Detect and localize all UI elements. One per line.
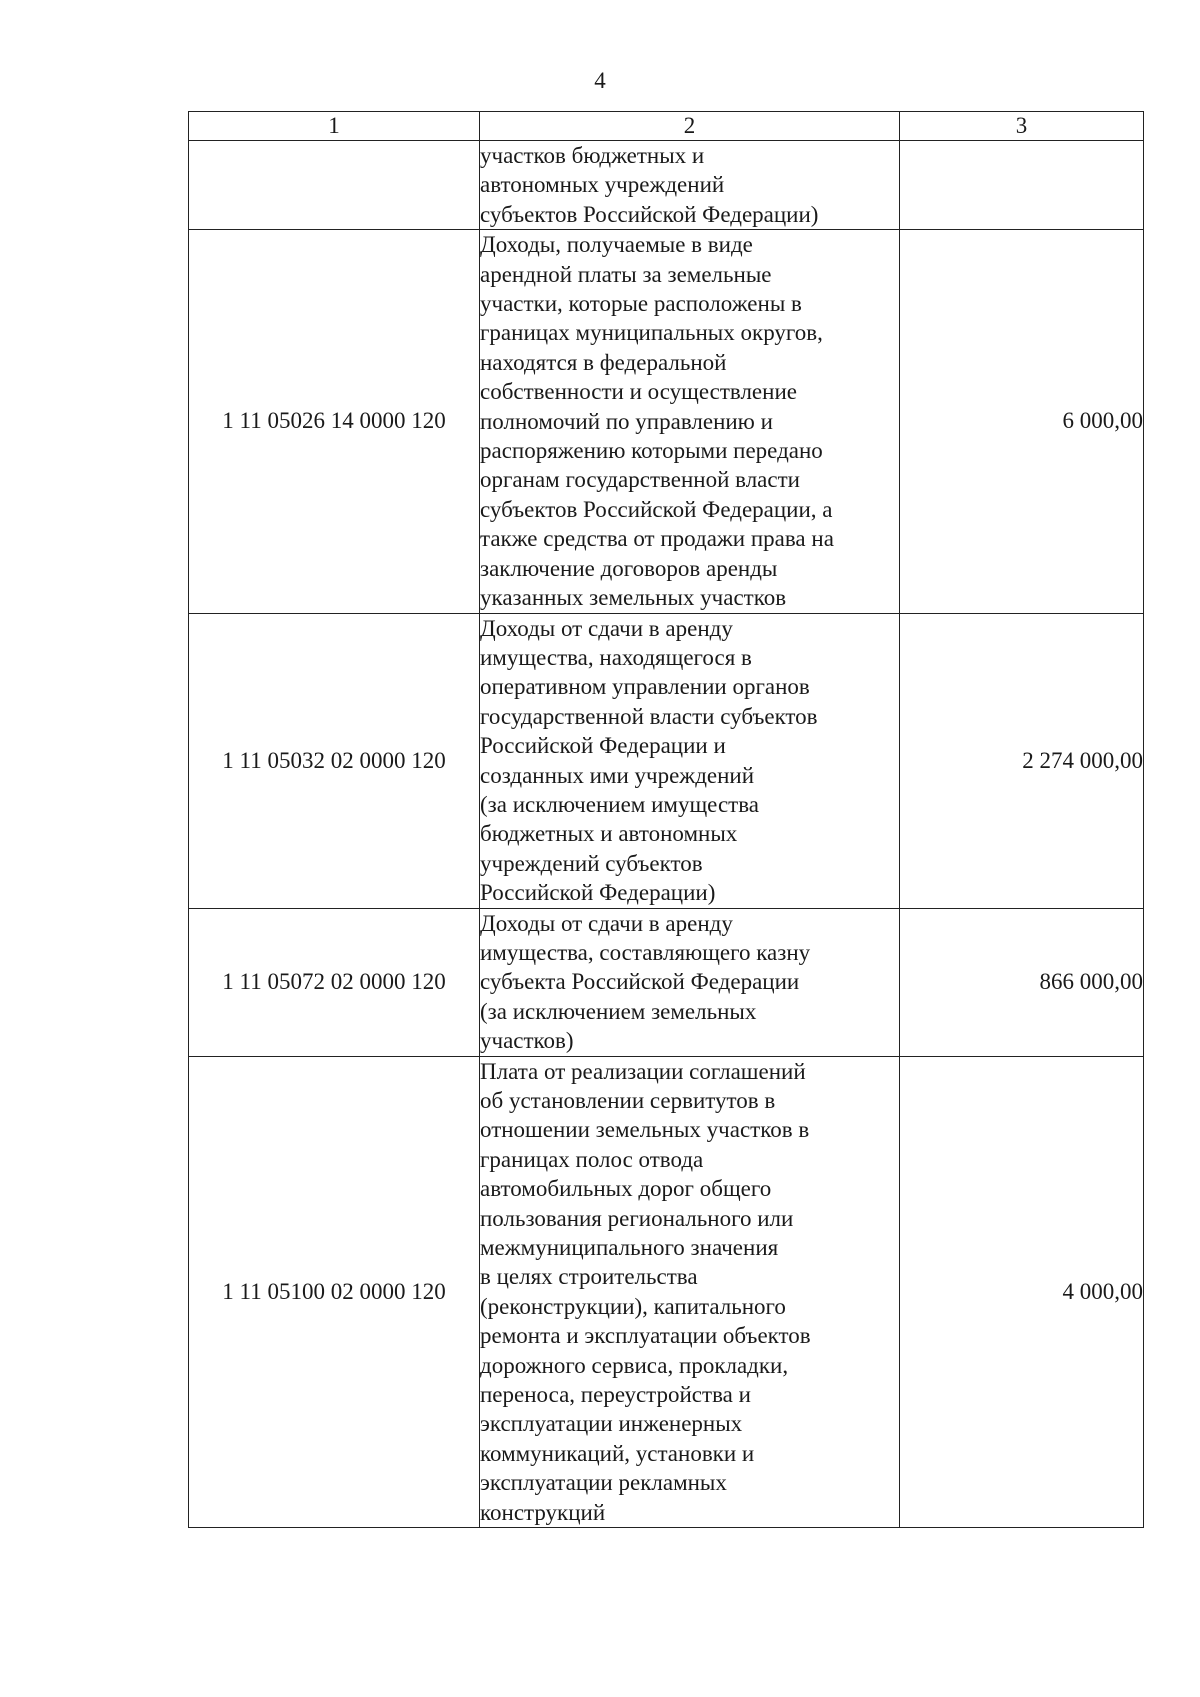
description-line: в целях строительства [480, 1264, 698, 1290]
description-line: Плата от реализации соглашений [480, 1058, 806, 1084]
description-line: имущества, составляющего казну [480, 939, 811, 965]
description-line: эксплуатации рекламных [480, 1470, 727, 1496]
revenue-table [188, 111, 1144, 1528]
description-line: собственности и осуществление [480, 379, 797, 405]
description-line: об установлении сервитутов в [480, 1088, 776, 1113]
revenue-code-cell [189, 141, 480, 230]
table-row [189, 1056, 1144, 1528]
description-line: (за исключением земельных [480, 998, 757, 1024]
table-row [189, 613, 1144, 908]
description-line: имущества, находящегося в [480, 644, 752, 670]
description-line: (реконструкции), капитального [480, 1293, 786, 1319]
description-line: органам государственной власти [480, 467, 800, 493]
description-line: государственной власти субъектов [480, 703, 818, 729]
description-line: автомобильных дорог общего [480, 1176, 772, 1202]
revenue-code-cell: 1 11 05032 02 0000 120 [189, 613, 480, 908]
description-line: дорожного сервиса, прокладки, [480, 1352, 789, 1378]
description-line: указанных земельных участков [480, 585, 787, 611]
description-line: переноса, переустройства и [480, 1382, 751, 1408]
description-line: заключение договоров аренды [480, 555, 778, 581]
description-line: (за исключением имущества [480, 791, 759, 817]
revenue-description-cell [480, 1056, 900, 1528]
description-line: пользования регионального или [480, 1205, 794, 1231]
description-line: участки, которые расположены в [480, 291, 802, 317]
revenue-amount-cell [900, 141, 1144, 230]
description-line: участков) [480, 1028, 574, 1054]
description-line: участков бюджетных и [480, 143, 705, 168]
description-line: распоряжению которыми передано [480, 438, 823, 464]
description-line: бюджетных и автономных [480, 821, 738, 847]
description-line: межмуниципального значения [480, 1235, 779, 1261]
description-line: субъектов Российской Федерации) [480, 201, 819, 227]
description-line: коммуникаций, установки и [480, 1440, 755, 1466]
revenue-description-cell [480, 230, 900, 613]
description-line: также средства от продажи права на [480, 526, 834, 552]
description-line: Доходы от сдачи в аренду [480, 910, 733, 936]
description-line: оперативном управлении органов [480, 674, 810, 700]
table-row [189, 141, 1144, 230]
description-line: конструкций [480, 1499, 606, 1525]
revenue-amount-cell: 866 000,00 [900, 908, 1144, 1056]
description-line: эксплуатации инженерных [480, 1411, 743, 1437]
table-body [189, 141, 1144, 1528]
description-line: автономных учреждений [480, 172, 725, 198]
revenue-code-cell: 1 11 05026 14 0000 120 [189, 230, 480, 613]
revenue-amount-cell: 6 000,00 [900, 230, 1144, 613]
description-line: границах муниципальных округов, [480, 320, 823, 346]
description-line: учреждений субъектов [480, 850, 703, 876]
header-row [189, 112, 1144, 141]
table-row [189, 908, 1144, 1056]
revenue-code-cell: 1 11 05072 02 0000 120 [189, 908, 480, 1056]
table-row [189, 230, 1144, 613]
revenue-amount-cell: 4 000,00 [900, 1056, 1144, 1528]
description-line: Доходы, получаемые в виде [480, 232, 753, 258]
description-line: субъекта Российской Федерации [480, 969, 800, 995]
description-line: арендной платы за земельные [480, 261, 772, 287]
revenue-amount-cell: 2 274 000,00 [900, 613, 1144, 908]
revenue-description-cell [480, 908, 900, 1056]
column-header-description: 2 [480, 112, 900, 141]
description-line: Доходы от сдачи в аренду [480, 615, 733, 641]
description-line: отношении земельных участков в [480, 1117, 810, 1143]
description-line: Российской Федерации и [480, 733, 726, 759]
description-line: субъектов Российской Федерации, а [480, 496, 833, 522]
column-header-code: 1 [189, 112, 480, 141]
description-line: полномочий по управлению и [480, 408, 773, 434]
revenue-description-cell [480, 613, 900, 908]
description-line: границах полос отвода [480, 1146, 704, 1172]
column-header-amount: 3 [900, 112, 1144, 141]
description-line: находятся в федеральной [480, 349, 727, 375]
revenue-code-cell: 1 11 05100 02 0000 120 [189, 1056, 480, 1528]
description-line: созданных ими учреждений [480, 762, 755, 788]
revenue-description-cell [480, 141, 900, 230]
description-line: ремонта и эксплуатации объектов [480, 1323, 811, 1349]
description-line: Российской Федерации) [480, 880, 716, 906]
page-number: 4 [594, 68, 606, 93]
